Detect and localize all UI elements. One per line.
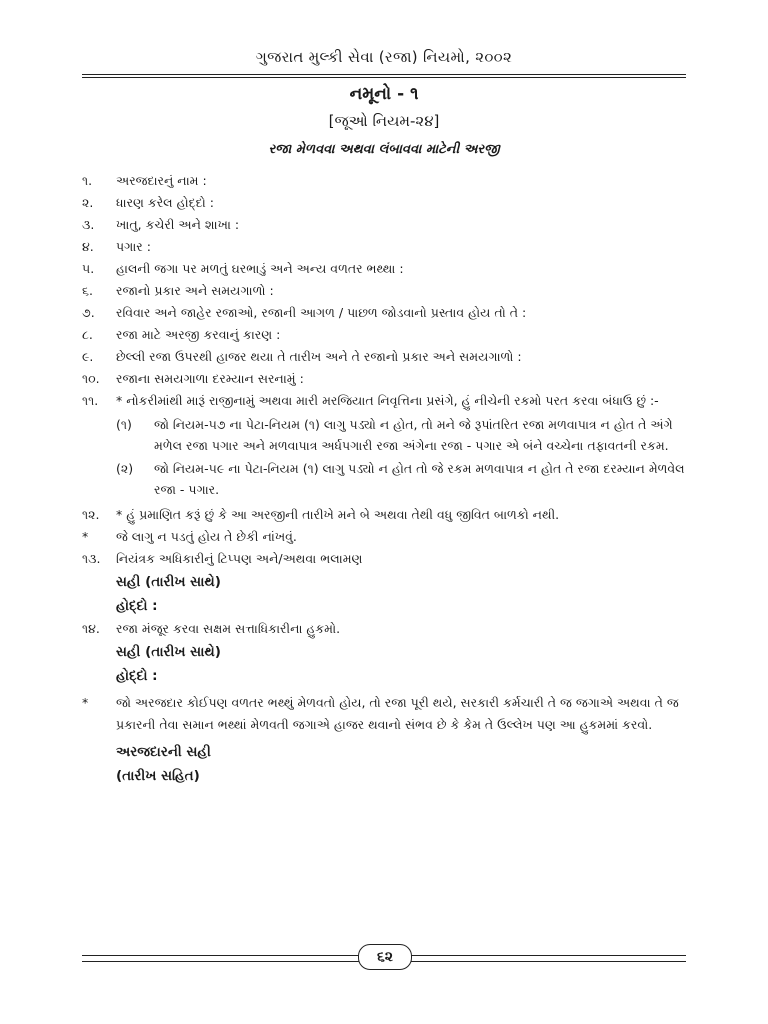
list-item: [82, 324, 688, 346]
form-subject: રજા મેળવવા અથવા લંબાવવા માટેની અરજી: [268, 142, 500, 157]
item-number: ૭.: [82, 305, 95, 320]
item-text: નિયંત્રક અધિકારીનું ટિપ્પણ અને/અથવા ભલામણ: [116, 551, 363, 566]
sub-item-number: (૨): [116, 461, 134, 476]
footnote-text: જે લાગુ ન પડતું હોય તે છેકી નાંખવું.: [116, 529, 297, 544]
item-number: ૬.: [82, 283, 93, 298]
item-number: ૧.: [82, 173, 93, 188]
footnote-marker: *: [82, 529, 89, 544]
item-number: ૪.: [82, 239, 94, 254]
footnote-marker: *: [82, 695, 89, 710]
designation-label: હોદ્દો :: [116, 668, 158, 684]
list-item: [82, 346, 688, 368]
list-item: [82, 236, 688, 258]
sub-item: [116, 458, 688, 500]
item-text: રજાના સમયગાળા દરમ્યાન સરનામું :: [116, 371, 304, 386]
sub-item-text: જો નિયમ-૫૭ ના પેટા-નિયમ (૧) લાગુ પડ્યો ન હોત, તો મને જે રૂપાંતરિત રજા મળવાપાત્ર ન હોત તે અંગે મળેલ રજા પગાર અને મળવાપાત્ર અર્ધપગારી રજા અંગેના રજા - પગાર એ બંને વચ્ચેના તફાવતની રકમ.: [154, 417, 673, 453]
item-text: રજા મંજૂર કરવા સક્ષમ સત્તાધિકારીના હુકમો.: [116, 621, 341, 636]
item-text: ખાતુ, કચેરી અને શાખા :: [116, 217, 240, 232]
page-number: ૬૨: [358, 944, 412, 970]
applicant-date-note: (તારીખ સહિત): [116, 768, 200, 784]
footnote-text: જો અરજદાર કોઈપણ વળતર ભથ્થું મેળવતો હોય, તો રજા પૂરી થયે, સરકારી કર્મચારી તે જ જગાએ અથવા તે જ પ્રકારની તેવા સમાન ભથ્થાં મેળવતી જગાએ હાજર થવાનો સંભવ છે કે કેમ તે ઉલ્લેખ પણ આ હુકમમાં કરવો.: [116, 695, 679, 732]
sub-item: [116, 414, 688, 456]
item-text: છેલ્લી રજા ઉપરથી હાજર થયા તે તારીખ અને તે રજાનો પ્રકાર અને સમયગાળો :: [116, 349, 522, 364]
item-text: રજા માટે અરજી કરવાનું કારણ :: [116, 327, 281, 342]
item-number: ૯.: [82, 349, 94, 364]
list-item: [82, 368, 688, 390]
form-items: [82, 170, 688, 788]
item-text: હાલની જગા પર મળતું ઘરભાડું અને અન્ય વળતર ભથ્થા :: [116, 261, 404, 276]
signature-label: સહી (તારીખ સાથે): [116, 574, 221, 590]
list-item: [82, 192, 688, 214]
list-item: [82, 258, 688, 280]
list-item: [82, 302, 688, 324]
applicant-signature-label: અરજદારની સહી: [116, 744, 211, 760]
designation-label: હોદ્દો :: [116, 598, 158, 614]
item-number: ૧૦.: [82, 371, 100, 386]
list-item: [82, 618, 688, 640]
list-item: [82, 280, 688, 302]
footnote: [82, 692, 688, 736]
footnote: [82, 526, 688, 548]
item-number: ૧૩.: [82, 551, 101, 566]
running-header: ગુજરાત મુલ્કી સેવા (રજા) નિયમો, ૨૦૦૨: [255, 48, 513, 66]
item-text: * નોકરીમાંથી મારૂં રાજીનામું અથવા મારી મરજિયાત નિવૃત્તિના પ્રસંગે, હું નીચેની રકમો પરત કરવા બંધાઉ છું :-: [116, 393, 659, 408]
item-number: ૧૪.: [82, 621, 100, 636]
item-number: ૧૨.: [82, 507, 100, 522]
item-text: રવિવાર અને જાહેર રજાઓ, રજાની આગળ / પાછળ જોડવાનો પ્રસ્તાવ હોય તો તે :: [116, 305, 527, 320]
item-text: * હું પ્રમાણિત કરૂં છું કે આ અરજીની તારીખે મને બે અથવા તેથી વધુ જીવિત બાળકો નથી.: [116, 507, 560, 522]
form-title: નમૂનો - ૧: [349, 84, 419, 104]
list-item: [82, 170, 688, 192]
item-number: ૫.: [82, 261, 95, 276]
rule-reference: [જૂઓ નિયમ-૨૪]: [328, 112, 440, 130]
sub-item-number: (૧): [116, 417, 132, 432]
item-text: રજાનો પ્રકાર અને સમયગાળો :: [116, 283, 274, 298]
list-item: [82, 548, 688, 570]
header-rule: [82, 74, 686, 78]
list-item: [82, 214, 688, 236]
item-number: ૮.: [82, 327, 93, 342]
item-number: ૩.: [82, 217, 95, 232]
item-number: ૨.: [82, 195, 94, 210]
item-text: અરજદારનું નામ :: [116, 173, 207, 188]
item-text: ધારણ કરેલ હોદ્દો :: [116, 195, 214, 210]
list-item: [82, 504, 688, 526]
list-item: [82, 390, 688, 412]
signature-label: સહી (તારીખ સાથે): [116, 644, 221, 660]
sub-item-text: જો નિયમ-૫૯ ના પેટા-નિયમ (૧) લાગુ પડ્યો ન હોત તો જે રકમ મળવાપાત્ર ન હોત તે રજા દરમ્યાન મેળવેલ રજા - પગાર.: [154, 461, 685, 497]
item-text: પગાર :: [116, 239, 151, 254]
item-number: ૧૧.: [82, 393, 99, 408]
